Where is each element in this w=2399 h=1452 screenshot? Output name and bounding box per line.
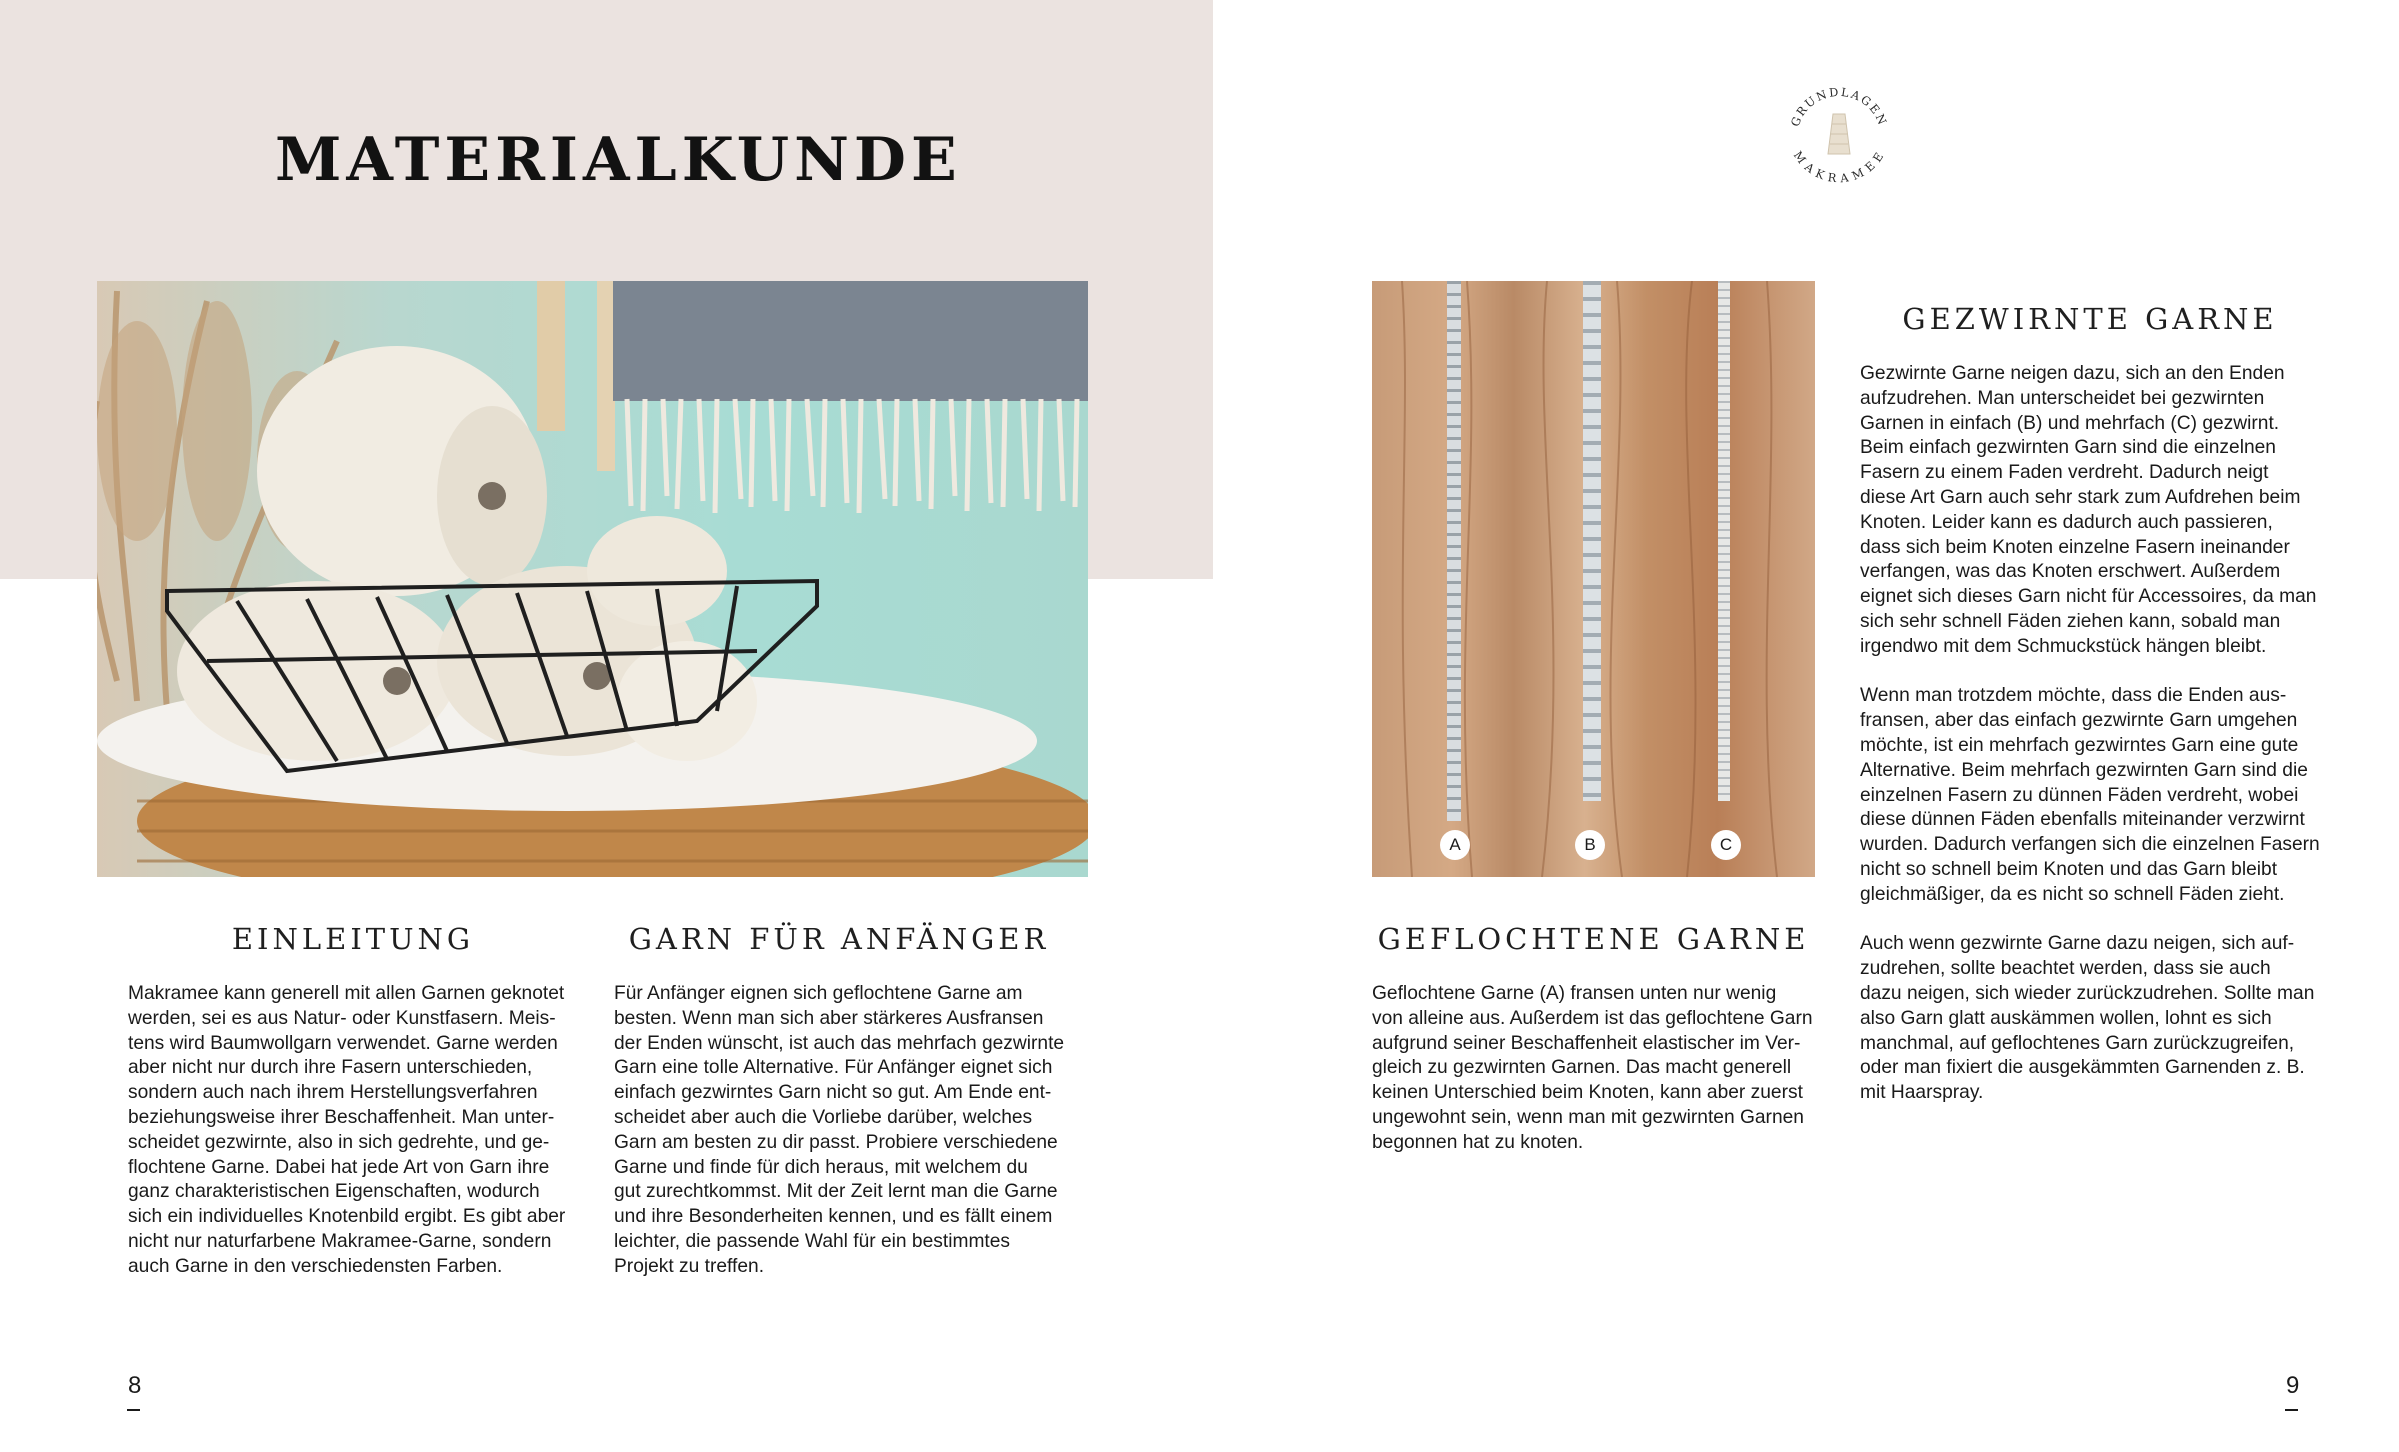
text-line: auch Garne in den verschiedensten Farben. [128,1255,503,1277]
page-number-left: 8 [128,1372,142,1399]
text-line: von alleine aus. Außerdem ist das geflochtene Garn [1372,1007,1813,1029]
text-line: einzelnen Fasern zu dünnen Fäden verdreht, wobei [1860,784,2299,806]
text-line: tens wird Baumwollgarn verwendet. Garne werden [128,1032,558,1054]
text-line: Für Anfänger eignen sich geflochtene Garne am [614,983,1023,1004]
garn-anfaenger-text [614,982,1089,1280]
text-line: Geflochtene Garne (A) fransen unten nur wenig [1372,983,1777,1004]
einleitung-heading: EINLEITUNG [231,922,475,956]
text-line: Projekt zu treffen. [614,1255,765,1277]
text-line: gleich zu gezwirnten Garnen. Das macht generell [1372,1057,1792,1079]
page-title: MATERIALKUNDE [275,125,962,195]
text-line: sich sehr schnell Fäden ziehen kann, sobald man [1860,610,2281,632]
text-line: begonnen hat zu knoten. [1372,1131,1584,1153]
einleitung-text [128,982,588,1280]
text-line: Beim einfach gezwirnten Garn sind die einzelnen [1860,437,2276,459]
stamp-bottom-text: MAKRAMEE [1790,148,1888,186]
text-line: Garne und finde für dich heraus, mit welchem du [614,1156,1028,1178]
page-number-right: 9 [2286,1372,2300,1399]
text-line: eignet sich dieses Garn nicht für Accessoires, da man [1860,586,2317,608]
garn-anfaenger-heading: GARN FÜR ANFÄNGER [628,922,1050,956]
text-line: aber nicht nur durch ihre Fasern unterschieden, [128,1057,533,1079]
text-line: manchmal, auf geflochtenes Garn zurückzugreifen, [1860,1032,2295,1054]
label-c-text: C [1719,835,1733,854]
text-line: Garn eine tolle Alternative. Für Anfänger eignet sich [614,1057,1053,1079]
text-line: sich ein individuelles Knotenbild ergibt. Es gibt aber [128,1206,566,1228]
text-line: besten. Wenn man sich aber stärkeres Ausfransen [614,1007,1044,1029]
geflochtene-text [1372,982,1832,1156]
label-b [1575,830,1605,860]
label-c [1711,830,1741,860]
gezwirnte-heading: GEZWIRNTE GARNE [1902,302,2278,336]
text-line: wurden. Dadurch verfangen sich die einzelnen Fasern [1860,834,2320,856]
label-b-text: B [1584,835,1596,854]
gezwirnte-paragraph-3 [1860,932,2360,1106]
text-line: scheidet gezwirnte, also in sich gedrehte, und ge- [128,1131,550,1153]
text-line: nicht nur naturfarbene Makramee-Garne, sondern [128,1230,552,1252]
yarn-samples-photo [1372,281,1815,877]
text-line: diese dünnen Fäden ebenfalls miteinander verzwirnt [1860,809,2305,831]
text-line: dazu neigen, sich wieder zurückzudrehen. Sollte man [1860,982,2315,1004]
label-a-text: A [1449,835,1461,854]
text-line: Gezwirnte Garne neigen dazu, sich an den Enden [1860,363,2285,384]
yarn-basket-photo [97,281,1088,877]
text-line: gut zurechtkommst. Mit der Zeit lernt man die Garne [614,1181,1058,1203]
gezwirnte-paragraph-2 [1860,684,2360,907]
text-line: leichter, die passende Wahl für ein bestimmtes [614,1230,1011,1252]
page-number-left-underline [127,1409,140,1411]
text-line: dass sich beim Knoten einzelne Fasern ineinander [1860,536,2290,558]
text-line: einfach gezwirntes Garn nicht so gut. Am Ende ent- [614,1082,1052,1104]
text-line: fransen, aber das einfach gezwirnte Garn umgehen [1860,710,2298,732]
text-line: ganz charakteristischen Eigenschaften, wodurch [128,1181,540,1203]
text-line: scheidet aber auch die Vorliebe darüber, welches [614,1106,1033,1128]
text-line: diese Art Garn auch sehr stark zum Aufdrehen beim [1860,486,2301,508]
text-line: Wenn man trotzdem möchte, dass die Enden aus- [1860,685,2287,707]
einleitung-paragraph [128,982,588,1280]
text-line: Garn am besten zu dir passt. Probiere verschiedene [614,1131,1058,1153]
gezwirnte-paragraph-1 [1860,362,2360,660]
stamp-top-text: GRUNDLAGEN [1787,84,1891,129]
text-line: Alternative. Beim mehrfach gezwirnten Garn sind die [1860,759,2308,781]
text-line: Knoten. Leider kann es dadurch auch passieren, [1860,511,2273,533]
text-line: Auch wenn gezwirnte Garne dazu neigen, sich auf- [1860,933,2295,955]
text-line: aufgrund seiner Beschaffenheit elastischer im Ver- [1372,1032,1801,1054]
text-line: irgendwo mit dem Schmuckstück hängen bleibt. [1860,635,2267,657]
text-line: Garnen in einfach (B) und mehrfach (C) gezwirnt. [1860,412,2280,434]
text-line: oder man fixiert die ausgekämmten Garnenden z. B. [1860,1057,2305,1079]
grundlagen-makramee-stamp [1780,76,1898,194]
label-a [1440,830,1470,860]
yarn-cone-icon [1828,114,1850,154]
text-line: Makramee kann generell mit allen Garnen geknotet [128,983,565,1004]
garn-anfaenger-paragraph [614,982,1089,1280]
text-line: gleichmäßiger, da es nicht so schnell Fäden zieht. [1860,883,2285,905]
text-line: zudrehen, sollte beachtet werden, dass sie auch [1860,958,2271,980]
text-line: flochtene Garne. Dabei hat jede Art von Garn ihre [128,1156,550,1178]
text-line: Fasern zu einem Faden verdreht. Dadurch neigt [1860,462,2269,484]
text-line: und ihre Besonderheiten kennen, und es fällt einem [614,1206,1053,1228]
geflochtene-heading: GEFLOCHTENE GARNE [1377,922,1810,956]
text-line: aufzudrehen. Man unterscheidet bei gezwirnten [1860,387,2265,409]
text-line: möchte, ist ein mehrfach gezwirntes Garn eine gute [1860,734,2299,756]
page-number-right-underline [2285,1409,2298,1411]
text-line: also Garn glatt auskämmen wollen, lohnt es sich [1860,1007,2272,1029]
text-line: ungewohnt sein, wenn man mit gezwirnten Garnen [1372,1106,1804,1128]
text-line: keinen Unterschied beim Knoten, kann aber zuerst [1372,1082,1803,1104]
text-line: werden, sei es aus Natur- oder Kunstfasern. Meis- [128,1007,556,1029]
text-line: verfangen, was das Knoten erschwert. Außerdem [1860,561,2281,583]
text-line: der Enden wünscht, ist auch das mehrfach gezwirnte [614,1032,1065,1054]
gezwirnte-text [1860,362,2360,1106]
text-line: beziehungsweise ihrer Beschaffenheit. Man unter- [128,1106,555,1128]
text-line: sondern auch nach ihrem Herstellungsverfahren [128,1082,538,1104]
text-line: mit Haarspray. [1860,1082,1984,1104]
text-line: nicht so schnell beim Knoten und das Garn bleibt [1860,858,2278,880]
geflochtene-paragraph [1372,982,1832,1156]
